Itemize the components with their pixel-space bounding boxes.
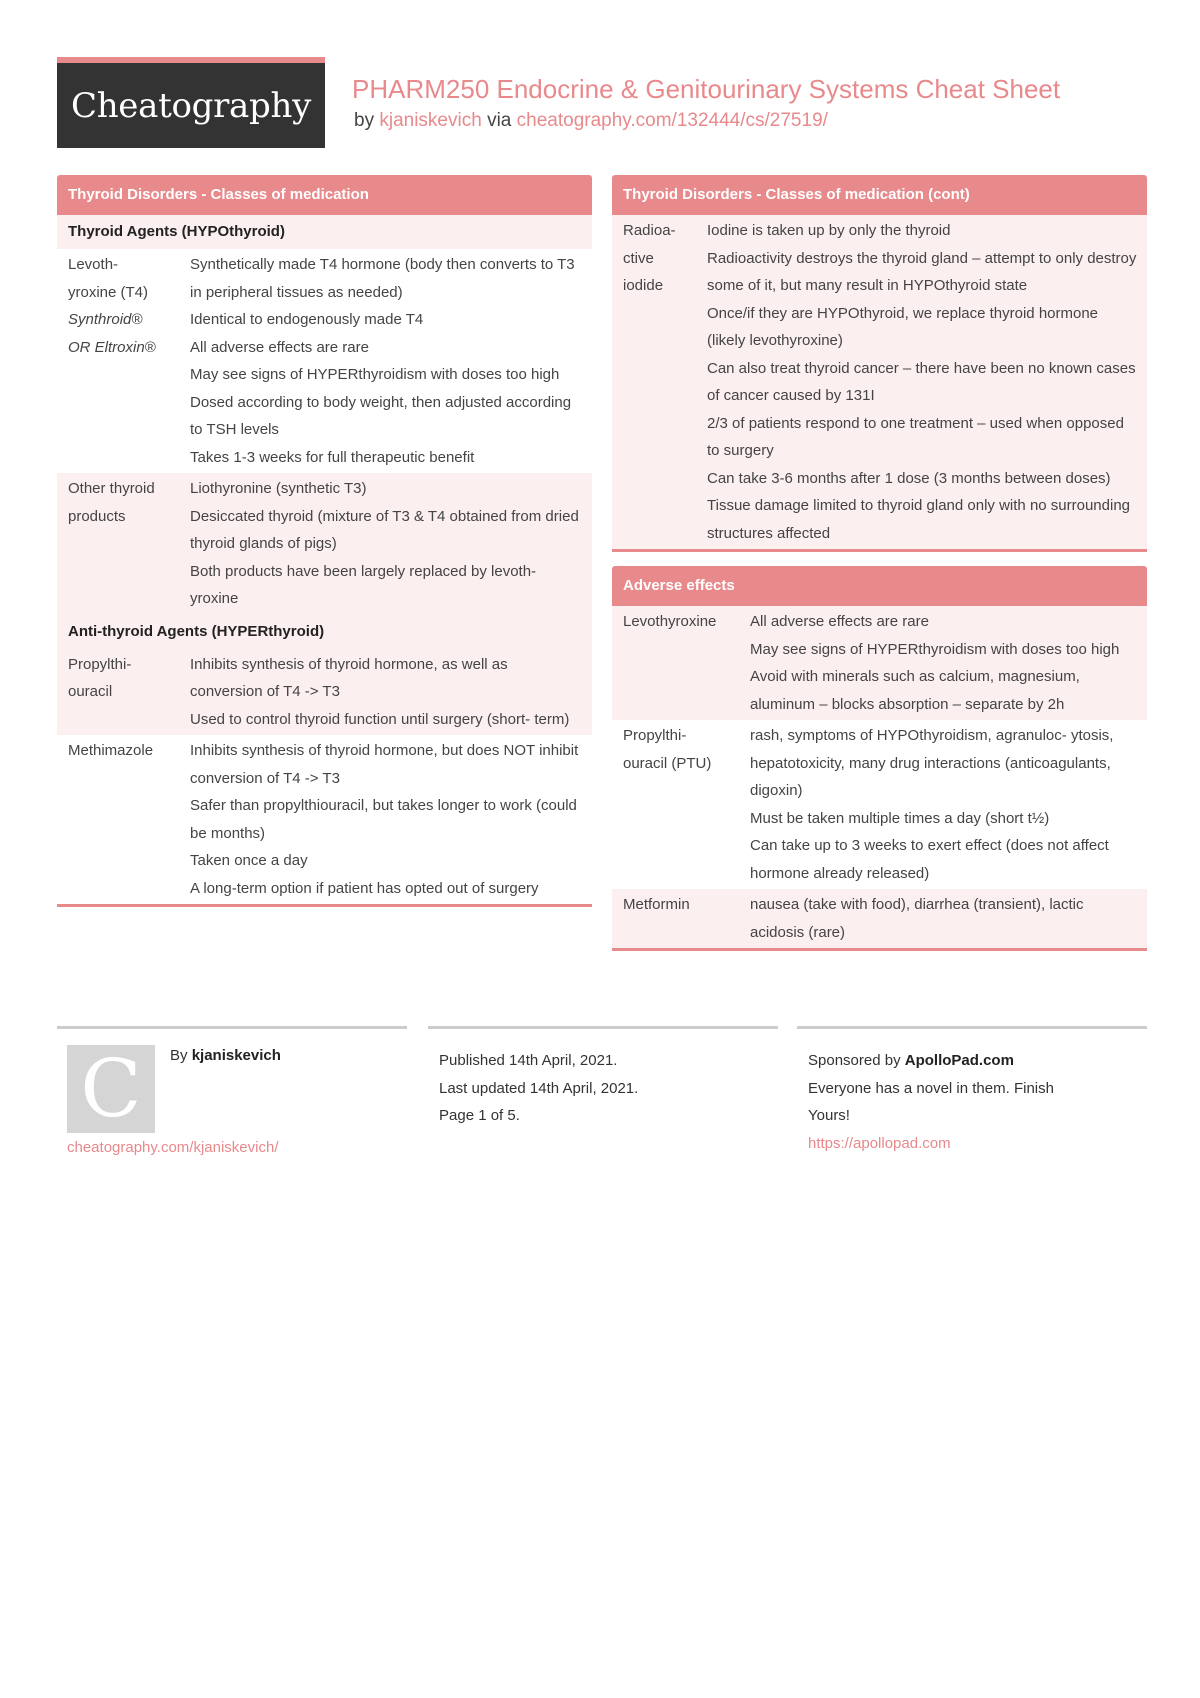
brand-name: OR Eltroxin® <box>68 338 156 356</box>
key-line: Radioa- <box>623 222 676 239</box>
avatar <box>67 1042 155 1135</box>
key-line: Levoth- <box>68 256 119 273</box>
row-key <box>612 217 695 547</box>
sponsor-name[interactable]: ApolloPad.com <box>904 1052 1014 1069</box>
value-line: Identical to endogenously made T4 <box>190 311 424 328</box>
section-title: Thyroid Disorders - Classes of medication (cont) <box>612 175 1147 215</box>
left-column <box>57 175 592 921</box>
footer-by-label: By <box>170 1047 188 1064</box>
sponsored-label: Sponsored by <box>808 1052 901 1069</box>
page-number: Page 1 of 5. <box>439 1107 520 1124</box>
value-line: Synthetically made T4 hormone (body then converts to T3 in peripheral tissues as needed) <box>190 256 575 301</box>
key-line: Levothyroxine <box>623 613 717 630</box>
value-line: May see signs of HYPERthyroidism with doses too high <box>190 366 560 383</box>
footer-author-name[interactable]: kjaniskevich <box>191 1047 281 1064</box>
value-line: nausea (take with food), diarrhea (transient), lactic acidosis (rare) <box>750 896 1084 941</box>
footer-author-link[interactable]: cheatography.com/kjaniskevich/ <box>67 1139 279 1156</box>
subheader-hyperthyroid: Anti-thyroid Agents (HYPERthyroid) <box>57 615 592 649</box>
value-line: Must be taken multiple times a day (short t½) <box>750 809 1050 827</box>
value-line: Can take up to 3 weeks to exert effect (does not affect hormone already released) <box>750 837 1109 882</box>
key-line: Metformin <box>623 896 690 913</box>
byline-via: via <box>487 110 512 131</box>
row-key <box>57 737 178 902</box>
key-line: iodide <box>623 277 664 294</box>
value-line: Tissue damage limited to thyroid gland only with no surrounding structures affected <box>707 497 1131 542</box>
footer-date-lines <box>439 1047 638 1130</box>
sponsor-link[interactable]: https://apollopad.com <box>808 1134 951 1152</box>
key-line: ctive <box>623 249 654 267</box>
section-thyroid-medication-cont <box>612 175 1147 552</box>
key-line <box>68 306 178 334</box>
section-title: Thyroid Disorders - Classes of medication <box>57 175 592 215</box>
footer-author <box>57 1026 407 1156</box>
updated-date: Last updated 14th April, 2021. <box>439 1079 639 1097</box>
value-line: Inhibits synthesis of thyroid hormone, as well as conversion of T4 -> T3 <box>190 655 508 700</box>
footer-by <box>170 1047 281 1064</box>
logo-text: Cheatography <box>71 85 311 126</box>
value-line: All adverse effects are rare <box>190 338 369 356</box>
section-thyroid-medication <box>57 175 592 907</box>
value-line: Can also treat thyroid cancer – there have been no known cases of cancer caused by 131I <box>707 359 1136 404</box>
value-line: Both products have been largely replaced by levoth- yroxine <box>190 562 537 607</box>
row-value <box>738 608 1147 718</box>
key-line: ouracil (PTU) <box>623 754 712 772</box>
page-title: PHARM250 Endocrine & Genitourinary Systems Cheat Sheet <box>352 74 1061 104</box>
row-key <box>612 608 738 718</box>
row-value <box>738 722 1147 887</box>
sheet-url-link[interactable]: cheatography.com/132444/cs/27519/ <box>516 110 828 131</box>
value-line: Iodine is taken up by only the thyroid <box>707 222 951 239</box>
key-line: ouracil <box>68 683 113 700</box>
row-key <box>57 475 178 613</box>
key-line: Propylthi- <box>623 727 687 744</box>
byline <box>354 110 828 132</box>
table-row-ae-metformin <box>612 889 1147 948</box>
key-line: yroxine (T4) <box>68 283 149 301</box>
sponsor-line <box>808 1047 1098 1075</box>
footer-sponsor <box>797 1026 1147 1152</box>
table-row-methimazole <box>57 735 592 904</box>
value-line: May see signs of HYPERthyroidism with doses too high <box>750 640 1120 658</box>
value-line: Desiccated thyroid (mixture of T3 & T4 obtained from dried thyroid glands of pigs) <box>190 507 579 552</box>
value-line: Once/if they are HYPOthyroid, we replace thyroid hormone (likely levothyroxine) <box>707 304 1099 349</box>
value-line: Takes 1-3 weeks for full therapeutic benefit <box>190 448 475 466</box>
value-line: 2/3 of patients respond to one treatment – used when opposed to surgery <box>707 414 1124 459</box>
brand-name: Synthroid® <box>68 311 143 328</box>
table-row-ae-ptu <box>612 720 1147 889</box>
key-line: Methimazole <box>68 742 154 759</box>
key-line: Other thyroid <box>68 480 155 497</box>
row-key <box>57 651 178 734</box>
value-line: Taken once a day <box>190 852 308 869</box>
published-date: Published 14th April, 2021. <box>439 1052 618 1069</box>
value-line: Safer than propylthiouracil, but takes longer to work (could be months) <box>190 797 577 842</box>
section-title: Adverse effects <box>612 566 1147 606</box>
value-line: A long-term option if patient has opted out of surgery <box>190 879 539 897</box>
key-line: products <box>68 507 126 525</box>
row-value <box>178 737 592 902</box>
value-line: Radioactivity destroys the thyroid gland – attempt to only destroy some of it, but many result in HYPOthyroid state <box>707 249 1137 294</box>
table-row-other-products <box>57 473 592 615</box>
value-line: Avoid with minerals such as calcium, magnesium, aluminum – blocks absorption – separate by 2h <box>750 668 1080 713</box>
right-column <box>612 175 1147 965</box>
table-row-radioactive-iodide <box>612 215 1147 549</box>
section-adverse-effects <box>612 566 1147 951</box>
table-row-propylthiouracil <box>57 649 592 736</box>
value-line: Inhibits synthesis of thyroid hormone, but does NOT inhibit conversion of T4 -> T3 <box>190 742 579 787</box>
sponsor-tagline: Everyone has a novel in them. Finish Yours! <box>808 1079 1054 1124</box>
row-key <box>612 722 738 887</box>
footer-dates <box>428 1026 778 1124</box>
avatar-letter: C <box>80 1042 142 1135</box>
row-value <box>738 891 1147 946</box>
row-value <box>178 251 592 471</box>
value-line: rash, symptoms of HYPOthyroidism, agranuloc- ytosis, hepatotoxicity, many drug interactions (anticoagulants, digoxin) <box>750 727 1114 799</box>
table-row-levothyroxine <box>57 249 592 473</box>
table-row-ae-levothyroxine <box>612 606 1147 720</box>
row-value <box>178 651 592 734</box>
author-link[interactable]: kjaniskevich <box>379 110 482 131</box>
cheatography-logo[interactable] <box>57 57 325 148</box>
key-line <box>68 334 178 362</box>
value-line: Used to control thyroid function until surgery (short- term) <box>190 710 570 728</box>
subheader-hypothyroid: Thyroid Agents (HYPOthyroid) <box>57 215 592 249</box>
value-line: Dosed according to body weight, then adjusted according to TSH levels <box>190 393 572 438</box>
row-key <box>612 891 738 946</box>
row-value <box>178 475 592 613</box>
row-value <box>695 217 1147 547</box>
key-line: Propylthi- <box>68 655 132 673</box>
footer-sponsor-lines <box>808 1047 1098 1157</box>
row-key <box>57 251 178 471</box>
value-line: Can take 3-6 months after 1 dose (3 months between doses) <box>707 469 1111 487</box>
value-line: Liothyronine (synthetic T3) <box>190 480 367 497</box>
value-line: All adverse effects are rare <box>750 613 929 630</box>
byline-by: by <box>354 110 375 131</box>
